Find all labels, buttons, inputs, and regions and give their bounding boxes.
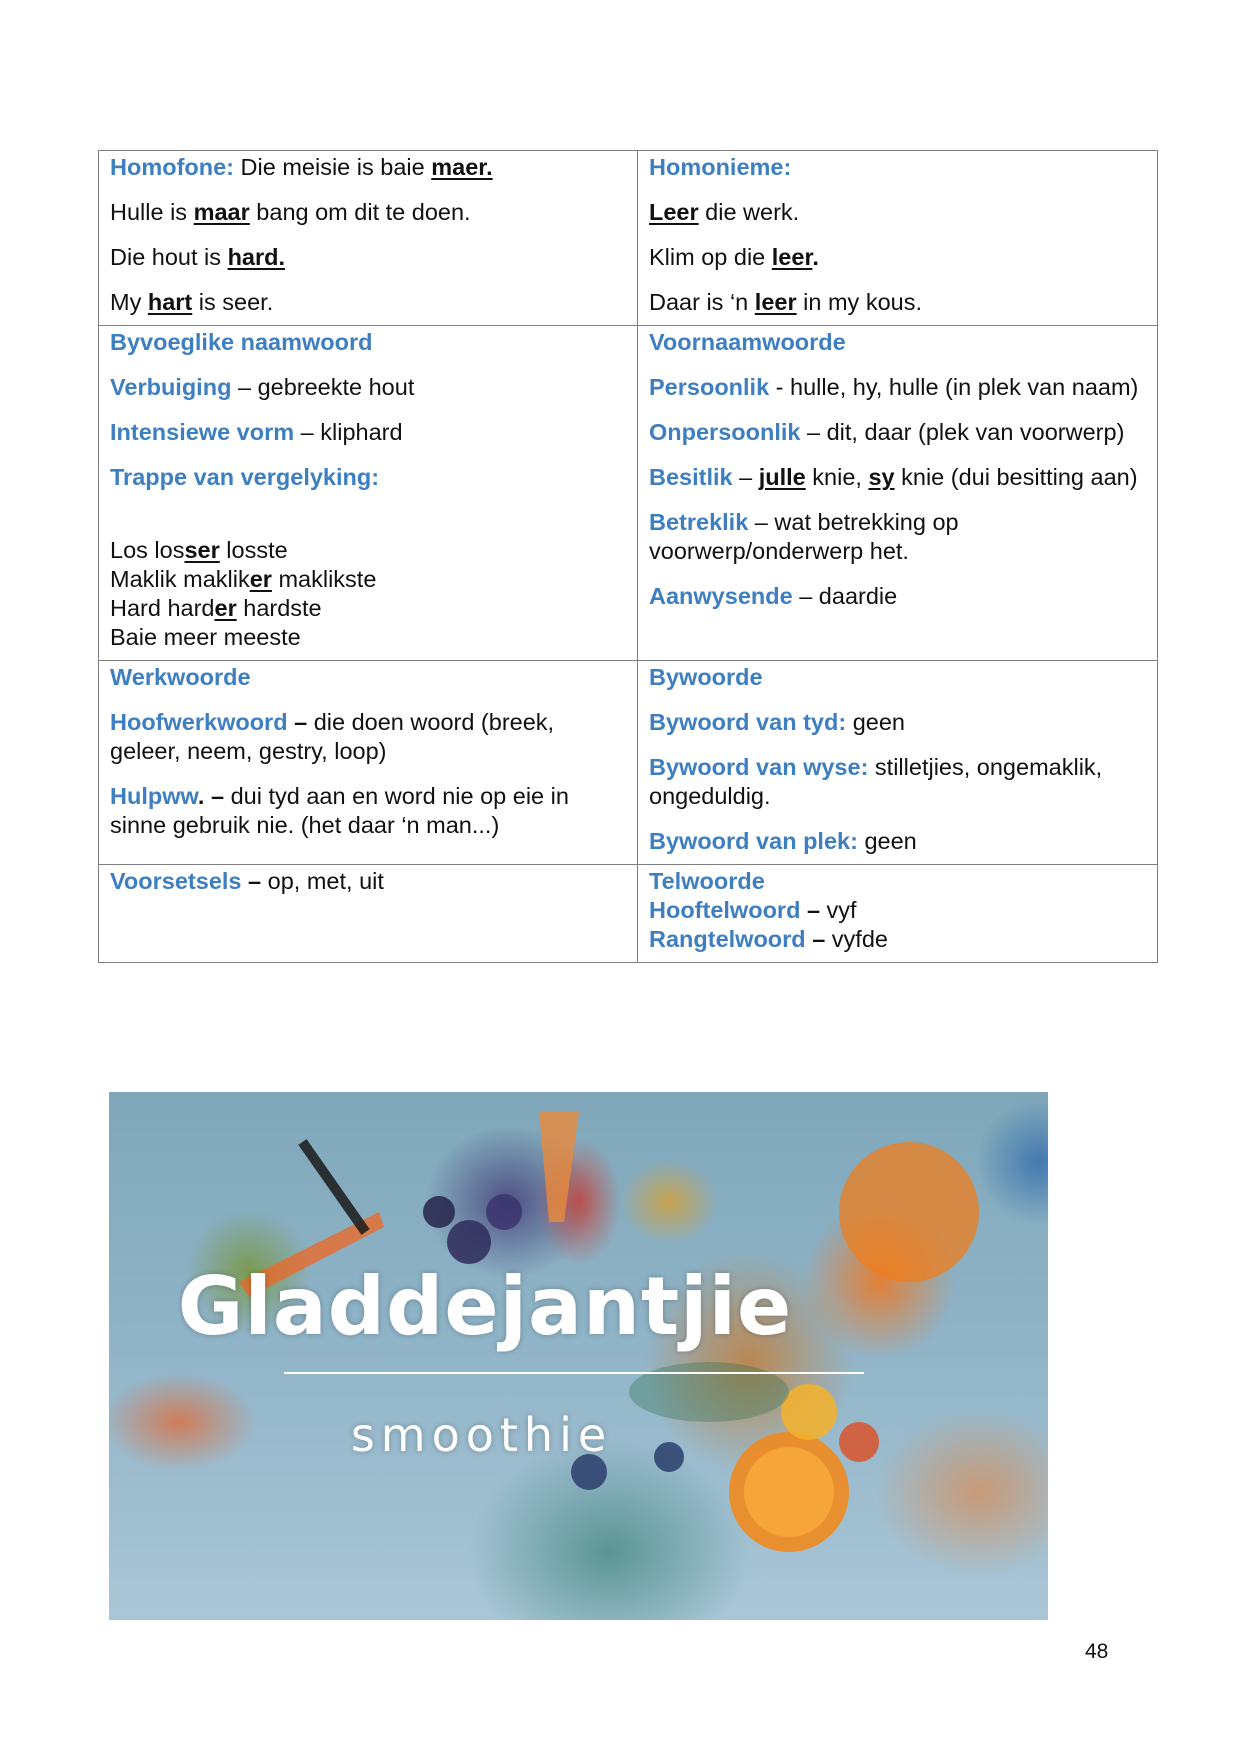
- term-label: Voorsetsels: [110, 868, 242, 894]
- text: knie (dui besitting aan): [894, 464, 1138, 490]
- telwoorde-cell: [638, 865, 1158, 963]
- dash: –: [287, 709, 308, 735]
- text: geen: [846, 709, 905, 735]
- werkwoorde-cell: [99, 661, 638, 865]
- definition-line: [110, 782, 626, 840]
- text: .: [812, 244, 819, 270]
- text: vyf: [820, 897, 857, 923]
- term-label: Aanwysende: [649, 583, 793, 609]
- example-line: [110, 288, 626, 317]
- term-label: Onpersoonlik: [649, 419, 801, 445]
- definition-line: [649, 827, 1146, 856]
- term-label: Besitlik: [649, 464, 733, 490]
- underlined-word: julle: [758, 464, 806, 490]
- dash: –: [805, 926, 826, 952]
- degree-line: [110, 565, 626, 594]
- homonieme-heading: [649, 153, 1146, 182]
- byvoeglike-naamwoord-cell: [99, 326, 638, 661]
- definition-line: [649, 753, 1146, 811]
- voornaamwoorde-cell: [638, 326, 1158, 661]
- definition-line: [110, 373, 626, 402]
- text: die doen woord (breek, geleer, neem, gestry, loop): [110, 709, 555, 764]
- underlined-suffix: er: [249, 566, 272, 592]
- term-label: Trappe van vergelyking:: [110, 464, 380, 490]
- homofone-label: Homofone:: [110, 154, 235, 180]
- example-line: [110, 243, 626, 272]
- table-row: [99, 661, 1158, 865]
- definition-line: [110, 867, 626, 896]
- term-label: Bywoord van tyd:: [649, 709, 847, 735]
- cell-heading: [649, 867, 1146, 896]
- homofone-cell: [99, 151, 638, 326]
- text: Hard hard: [110, 595, 215, 621]
- text: My: [110, 289, 148, 315]
- title-divider: [284, 1372, 864, 1374]
- term-label: Hulpww: [110, 783, 198, 809]
- dash: . –: [197, 783, 225, 809]
- spacer: [110, 508, 626, 536]
- definition-line: [649, 463, 1146, 492]
- homofone-line: [110, 153, 626, 182]
- definition-line: [649, 582, 1146, 611]
- definition-line: [649, 418, 1146, 447]
- text: Die hout is: [110, 244, 228, 270]
- underlined-word: leer: [754, 289, 797, 315]
- text: – dit, daar (plek van voorwerp): [800, 419, 1125, 445]
- underlined-word: maar: [193, 199, 250, 225]
- text: Die meisie is baie: [234, 154, 432, 180]
- term-label: Hooftelwoord: [649, 897, 801, 923]
- grammar-table: [98, 150, 1158, 963]
- text: dui tyd aan en word nie op eie in sinne gebruik nie. (het daar ‘n man...): [110, 783, 569, 838]
- dash: –: [800, 897, 821, 923]
- text: die werk.: [698, 199, 800, 225]
- text: geen: [857, 828, 917, 854]
- example-line: [110, 198, 626, 227]
- text: Baie meer meeste: [110, 624, 301, 650]
- degree-line: [110, 623, 626, 652]
- text: – daardie: [792, 583, 898, 609]
- underlined-word: leer: [771, 244, 813, 270]
- page-number: 48: [1085, 1640, 1109, 1663]
- underlined-word: hard.: [227, 244, 286, 270]
- text: knie,: [805, 464, 869, 490]
- term-label: Hoofwerkwoord: [110, 709, 288, 735]
- text: - hulle, hy, hulle (in plek van naam): [769, 374, 1139, 400]
- heading-text: Telwoorde: [649, 868, 765, 894]
- voorsetsels-cell: [99, 865, 638, 963]
- definition-line: [649, 896, 1146, 925]
- text: Hulle is: [110, 199, 194, 225]
- text: losste: [219, 537, 288, 563]
- underlined-word: sy: [868, 464, 895, 490]
- text: – wat betrekking op voorwerp/onderwerp het.: [649, 509, 959, 564]
- smoothie-photo: [109, 1092, 1048, 1620]
- table-row: [99, 151, 1158, 326]
- bywoorde-cell: [638, 661, 1158, 865]
- text: bang om dit te doen.: [249, 199, 471, 225]
- text: Los los: [110, 537, 185, 563]
- homonieme-cell: [638, 151, 1158, 326]
- text: –: [732, 464, 759, 490]
- cell-heading: [110, 328, 626, 357]
- cell-heading: [110, 663, 626, 692]
- text: Klim op die: [649, 244, 772, 270]
- text: in my kous.: [796, 289, 922, 315]
- underlined-suffix: er: [214, 595, 237, 621]
- smoothie-illustration: [109, 1092, 1048, 1620]
- definition-line: [649, 373, 1146, 402]
- heading-text: Byvoeglike naamwoord: [110, 329, 373, 355]
- term-label: Bywoord van plek:: [649, 828, 858, 854]
- text: vyfde: [825, 926, 888, 952]
- table-row: [99, 865, 1158, 963]
- example-line: [649, 198, 1146, 227]
- term-label: Persoonlik: [649, 374, 770, 400]
- text: maklikste: [271, 566, 377, 592]
- definition-line: [110, 708, 626, 766]
- definition-line: [110, 463, 626, 492]
- image-subtitle: smoothie: [350, 1408, 613, 1462]
- underlined-word: hart: [147, 289, 193, 315]
- underlined-word: Leer: [649, 199, 699, 225]
- example-line: [649, 243, 1146, 272]
- definition-line: [649, 925, 1146, 954]
- degree-line: [110, 536, 626, 565]
- table-row: [99, 326, 1158, 661]
- dash: –: [241, 868, 262, 894]
- text: – gebreekte hout: [231, 374, 415, 400]
- heading-text: Bywoorde: [649, 664, 763, 690]
- term-label: Verbuiging: [110, 374, 232, 400]
- heading-text: Voornaamwoorde: [649, 329, 846, 355]
- definition-line: [110, 418, 626, 447]
- term-label: Intensiewe vorm: [110, 419, 295, 445]
- term-label: Bywoord van wyse:: [649, 754, 869, 780]
- homonieme-label: Homonieme:: [649, 154, 792, 180]
- cell-heading: [649, 328, 1146, 357]
- heading-text: Werkwoorde: [110, 664, 251, 690]
- definition-line: [649, 708, 1146, 737]
- underlined-suffix: ser: [184, 537, 220, 563]
- definition-line: [649, 508, 1146, 566]
- term-label: Betreklik: [649, 509, 749, 535]
- cell-heading: [649, 663, 1146, 692]
- text: stilletjies, ongemaklik, ongeduldig.: [649, 754, 1103, 809]
- text: – kliphard: [294, 419, 403, 445]
- text: is seer.: [192, 289, 274, 315]
- example-line: [649, 288, 1146, 317]
- underlined-word: maer.: [431, 154, 493, 180]
- image-title: Gladdejantjie: [177, 1260, 793, 1353]
- text: hardste: [236, 595, 322, 621]
- term-label: Rangtelwoord: [649, 926, 806, 952]
- text: op, met, uit: [261, 868, 384, 894]
- text: Daar is ‘n: [649, 289, 755, 315]
- text: Maklik maklik: [110, 566, 250, 592]
- degree-line: [110, 594, 626, 623]
